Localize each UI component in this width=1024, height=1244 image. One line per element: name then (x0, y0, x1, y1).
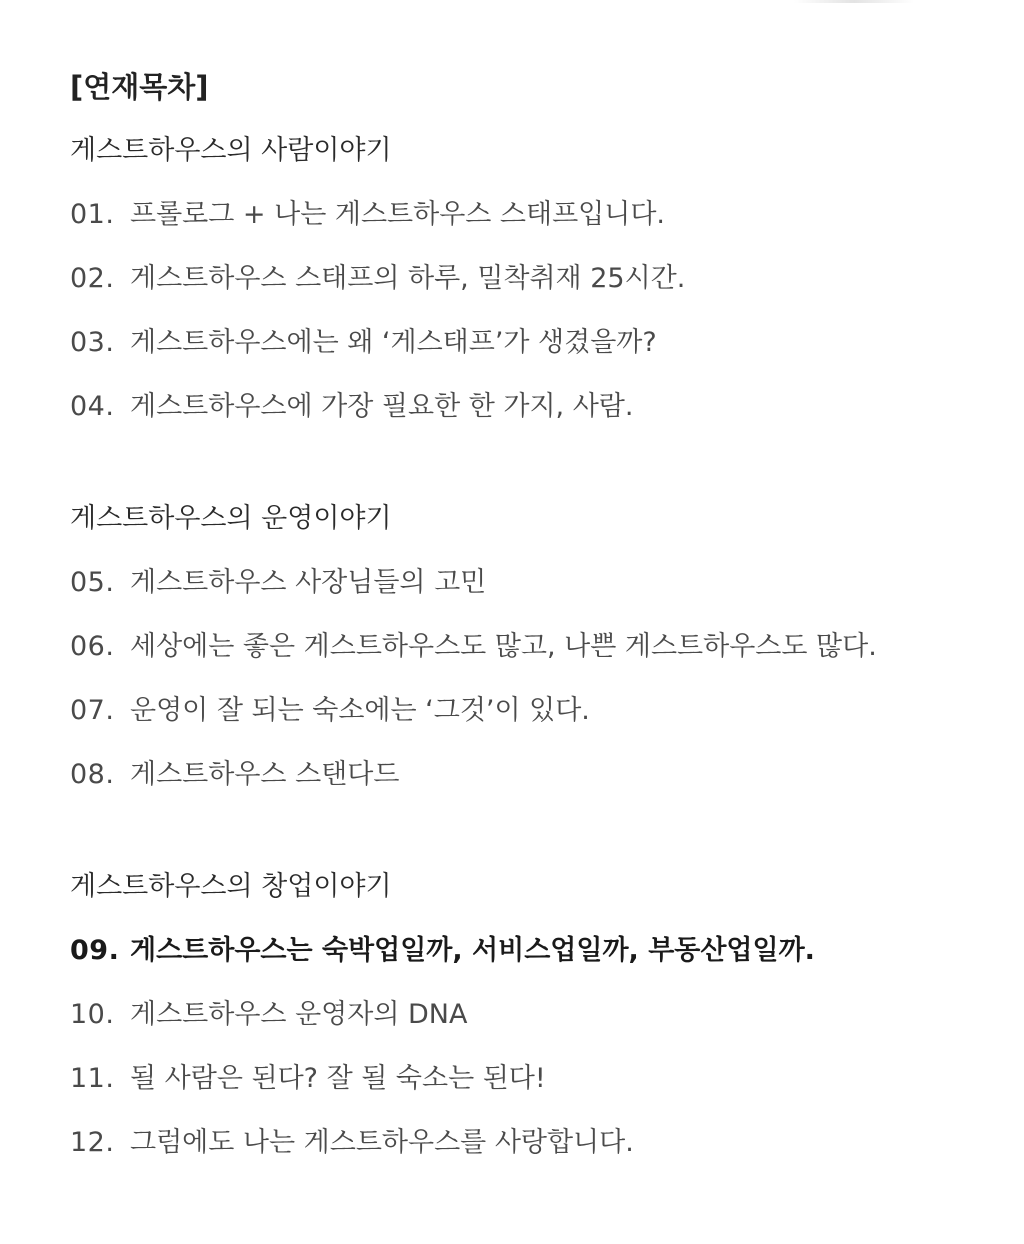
item-text: 게스트하우스는 숙박업일까, 서비스업일까, 부동산업일까. (130, 935, 815, 966)
toc-item-10[interactable] (70, 990, 990, 1040)
item-number: 02. (70, 263, 115, 294)
toc-item-05[interactable] (70, 558, 990, 608)
item-number: 08. (70, 759, 115, 790)
item-text: 될 사람은 된다? 잘 될 숙소는 된다! (130, 1063, 546, 1094)
top-edge-divider (794, 0, 914, 3)
item-text: 게스트하우스 스태프의 하루, 밀착취재 25시간. (130, 263, 686, 294)
item-number: 07. (70, 695, 115, 726)
item-text: 운영이 잘 되는 숙소에는 ‘그것’이 있다. (130, 695, 590, 726)
item-number: 04. (70, 391, 115, 422)
item-number: 03. (70, 327, 115, 358)
toc-item-07[interactable] (70, 686, 990, 736)
toc-section-people (70, 126, 990, 432)
item-number: 11. (70, 1063, 115, 1094)
toc-item-06[interactable] (70, 622, 990, 672)
item-text: 프롤로그 + 나는 게스트하우스 스태프입니다. (130, 199, 666, 230)
item-text: 게스트하우스 운영자의 DNA (130, 999, 468, 1030)
toc-title: [연재목차] (70, 70, 209, 104)
item-number: 12. (70, 1127, 115, 1158)
item-text: 그럼에도 나는 게스트하우스를 사랑합니다. (130, 1127, 634, 1158)
item-text: 게스트하우스에는 왜 ‘게스태프’가 생겼을까? (130, 327, 657, 358)
item-number: 06. (70, 631, 115, 662)
toc-item-09-current[interactable] (70, 926, 990, 976)
toc-section-startup (70, 862, 990, 1168)
item-number: 05. (70, 567, 115, 598)
section-title: 게스트하우스의 사람이야기 (70, 135, 392, 166)
toc-item-01[interactable] (70, 190, 990, 240)
toc-item-04[interactable] (70, 382, 990, 432)
item-text: 세상에는 좋은 게스트하우스도 많고, 나쁜 게스트하우스도 많다. (130, 631, 877, 662)
section-title: 게스트하우스의 창업이야기 (70, 871, 392, 902)
item-number: 01. (70, 199, 115, 230)
item-number: 10. (70, 999, 115, 1030)
toc-item-08[interactable] (70, 750, 990, 800)
item-number: 09. (70, 935, 120, 966)
toc-list (70, 558, 990, 800)
item-text: 게스트하우스 사장님들의 고민 (130, 567, 487, 598)
toc-section-operation (70, 494, 990, 800)
toc-item-03[interactable] (70, 318, 990, 368)
toc-page (70, 62, 990, 1168)
toc-list (70, 190, 990, 432)
toc-list (70, 926, 990, 1168)
toc-item-11[interactable] (70, 1054, 990, 1104)
section-title: 게스트하우스의 운영이야기 (70, 503, 392, 534)
toc-item-02[interactable] (70, 254, 990, 304)
item-text: 게스트하우스 스탠다드 (130, 759, 400, 790)
item-text: 게스트하우스에 가장 필요한 한 가지, 사람. (130, 391, 634, 422)
toc-item-12[interactable] (70, 1118, 990, 1168)
